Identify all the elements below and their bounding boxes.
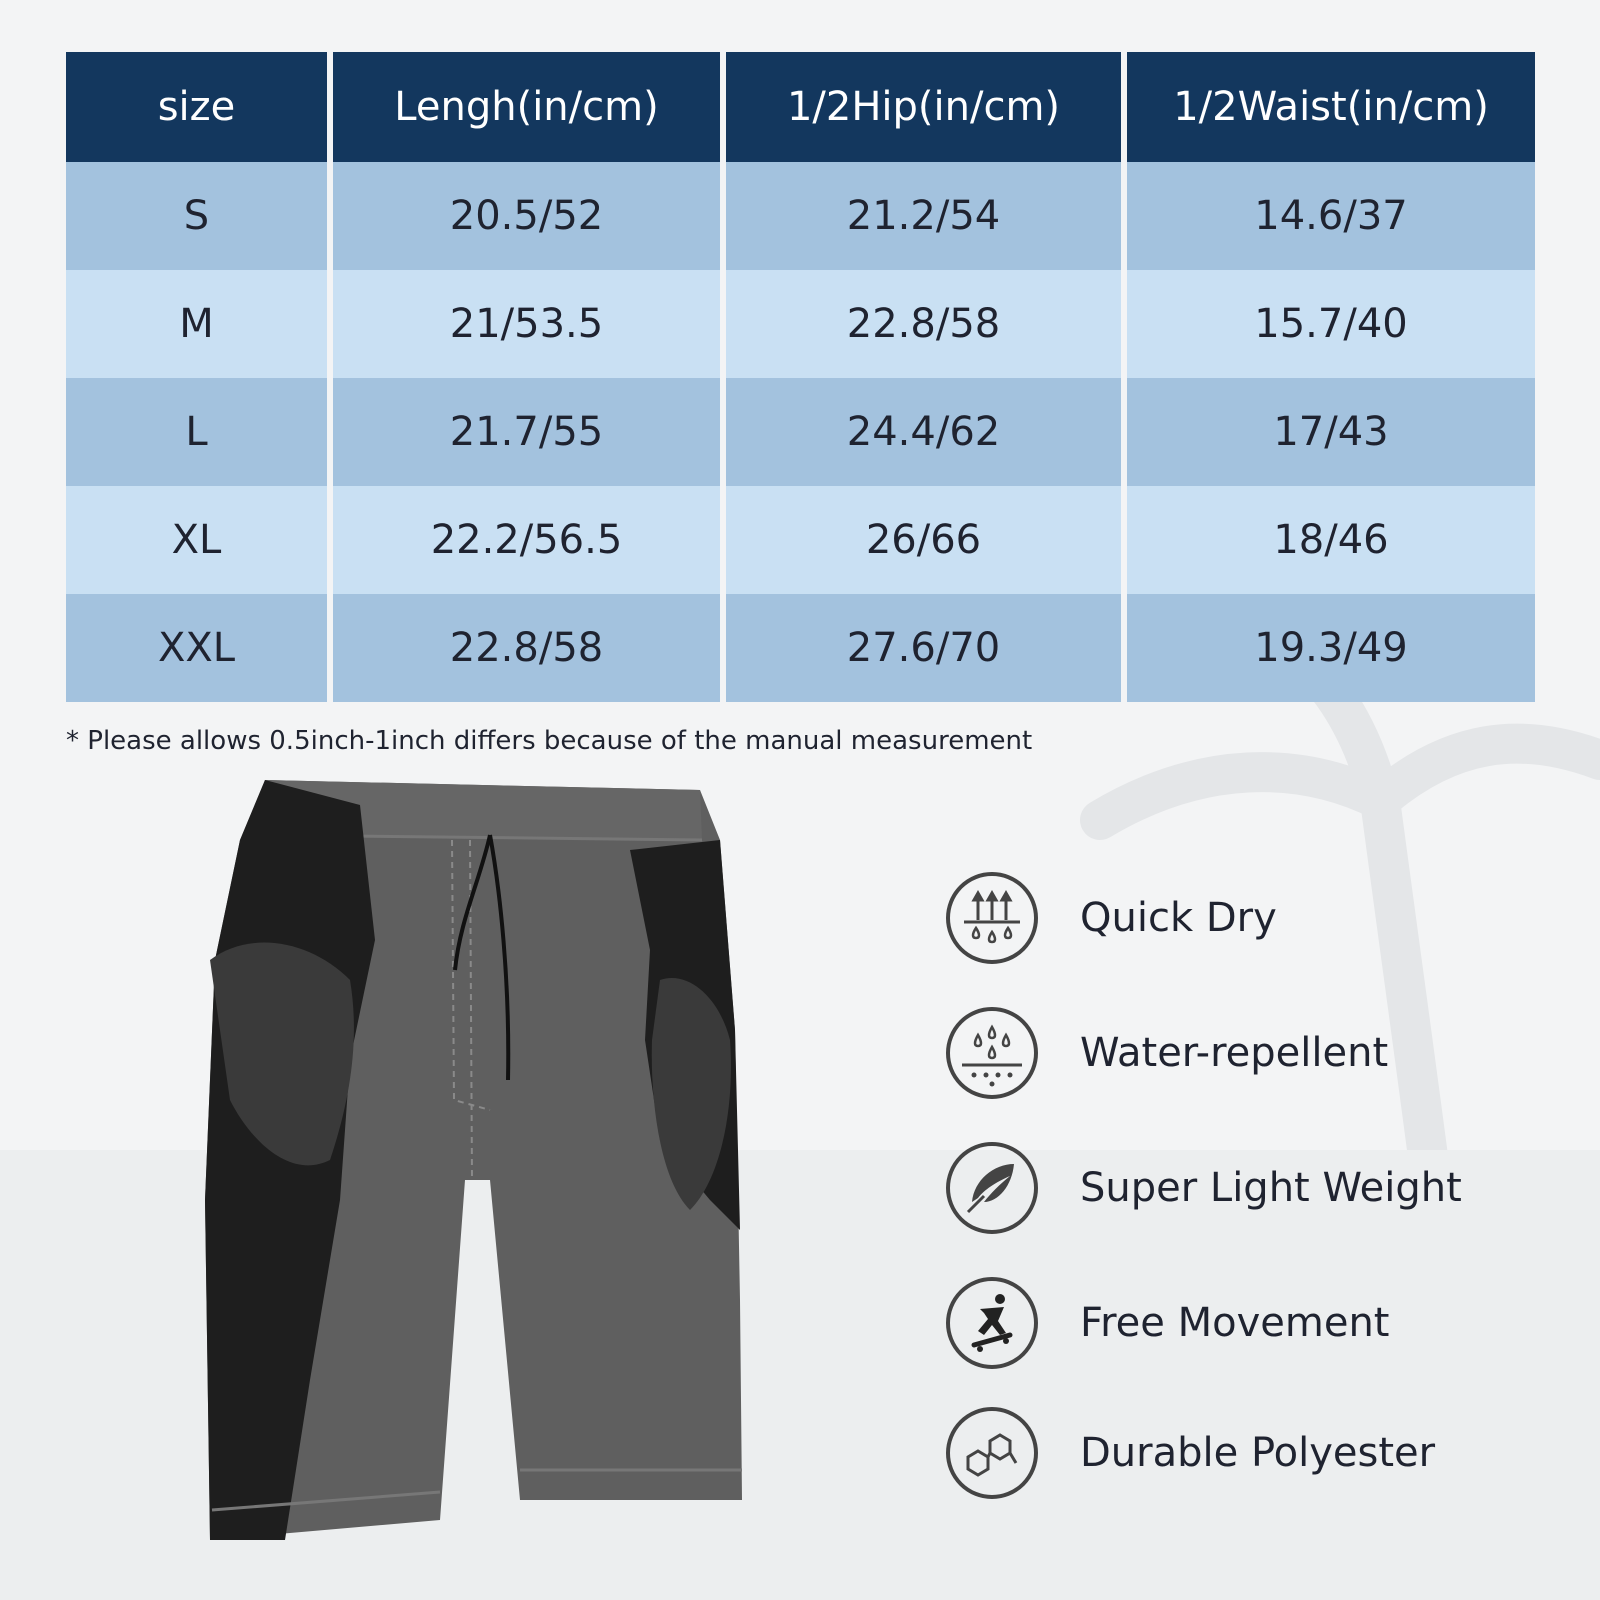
column-header-half-hip: 1/2Hip(in/cm) bbox=[720, 52, 1121, 162]
quick-dry-icon bbox=[944, 870, 1040, 966]
feather-icon bbox=[944, 1140, 1040, 1236]
feature-label: Quick Dry bbox=[1080, 895, 1277, 941]
table-cell: 18/46 bbox=[1121, 486, 1535, 594]
table-cell: 27.6/70 bbox=[720, 594, 1121, 702]
feature-item-super-light-weight bbox=[944, 1140, 1564, 1236]
feature-label: Super Light Weight bbox=[1080, 1165, 1462, 1211]
column-header-length: Lengh(in/cm) bbox=[327, 52, 720, 162]
table-cell: 15.7/40 bbox=[1121, 270, 1535, 378]
table-cell: 22.8/58 bbox=[327, 594, 720, 702]
column-header-half-waist: 1/2Waist(in/cm) bbox=[1121, 52, 1535, 162]
polyester-molecule-icon bbox=[944, 1405, 1040, 1501]
product-image-board-shorts bbox=[190, 780, 770, 1580]
column-header-size: size bbox=[66, 52, 327, 162]
table-cell: 17/43 bbox=[1121, 378, 1535, 486]
feature-item-quick-dry bbox=[944, 870, 1564, 966]
table-cell: 22.8/58 bbox=[720, 270, 1121, 378]
measurement-note: * Please allows 0.5inch-1inch differs because of the manual measurement bbox=[66, 726, 1033, 756]
feature-item-free-movement bbox=[944, 1275, 1564, 1371]
table-cell: 19.3/49 bbox=[1121, 594, 1535, 702]
table-cell: XL bbox=[66, 486, 327, 594]
table-cell: L bbox=[66, 378, 327, 486]
water-repellent-icon bbox=[944, 1005, 1040, 1101]
table-cell: 21.2/54 bbox=[720, 162, 1121, 270]
feature-item-water-repellent bbox=[944, 1005, 1564, 1101]
table-cell: XXL bbox=[66, 594, 327, 702]
table-cell: M bbox=[66, 270, 327, 378]
size-chart-table bbox=[66, 52, 1535, 702]
skateboarder-icon bbox=[944, 1275, 1040, 1371]
feature-label: Water-repellent bbox=[1080, 1030, 1389, 1076]
table-cell: S bbox=[66, 162, 327, 270]
table-cell: 21/53.5 bbox=[327, 270, 720, 378]
table-cell: 24.4/62 bbox=[720, 378, 1121, 486]
feature-label: Durable Polyester bbox=[1080, 1430, 1436, 1476]
feature-item-durable-polyester bbox=[944, 1405, 1564, 1501]
feature-label: Free Movement bbox=[1080, 1300, 1390, 1346]
table-cell: 14.6/37 bbox=[1121, 162, 1535, 270]
table-cell: 26/66 bbox=[720, 486, 1121, 594]
table-cell: 20.5/52 bbox=[327, 162, 720, 270]
table-cell: 22.2/56.5 bbox=[327, 486, 720, 594]
table-cell: 21.7/55 bbox=[327, 378, 720, 486]
